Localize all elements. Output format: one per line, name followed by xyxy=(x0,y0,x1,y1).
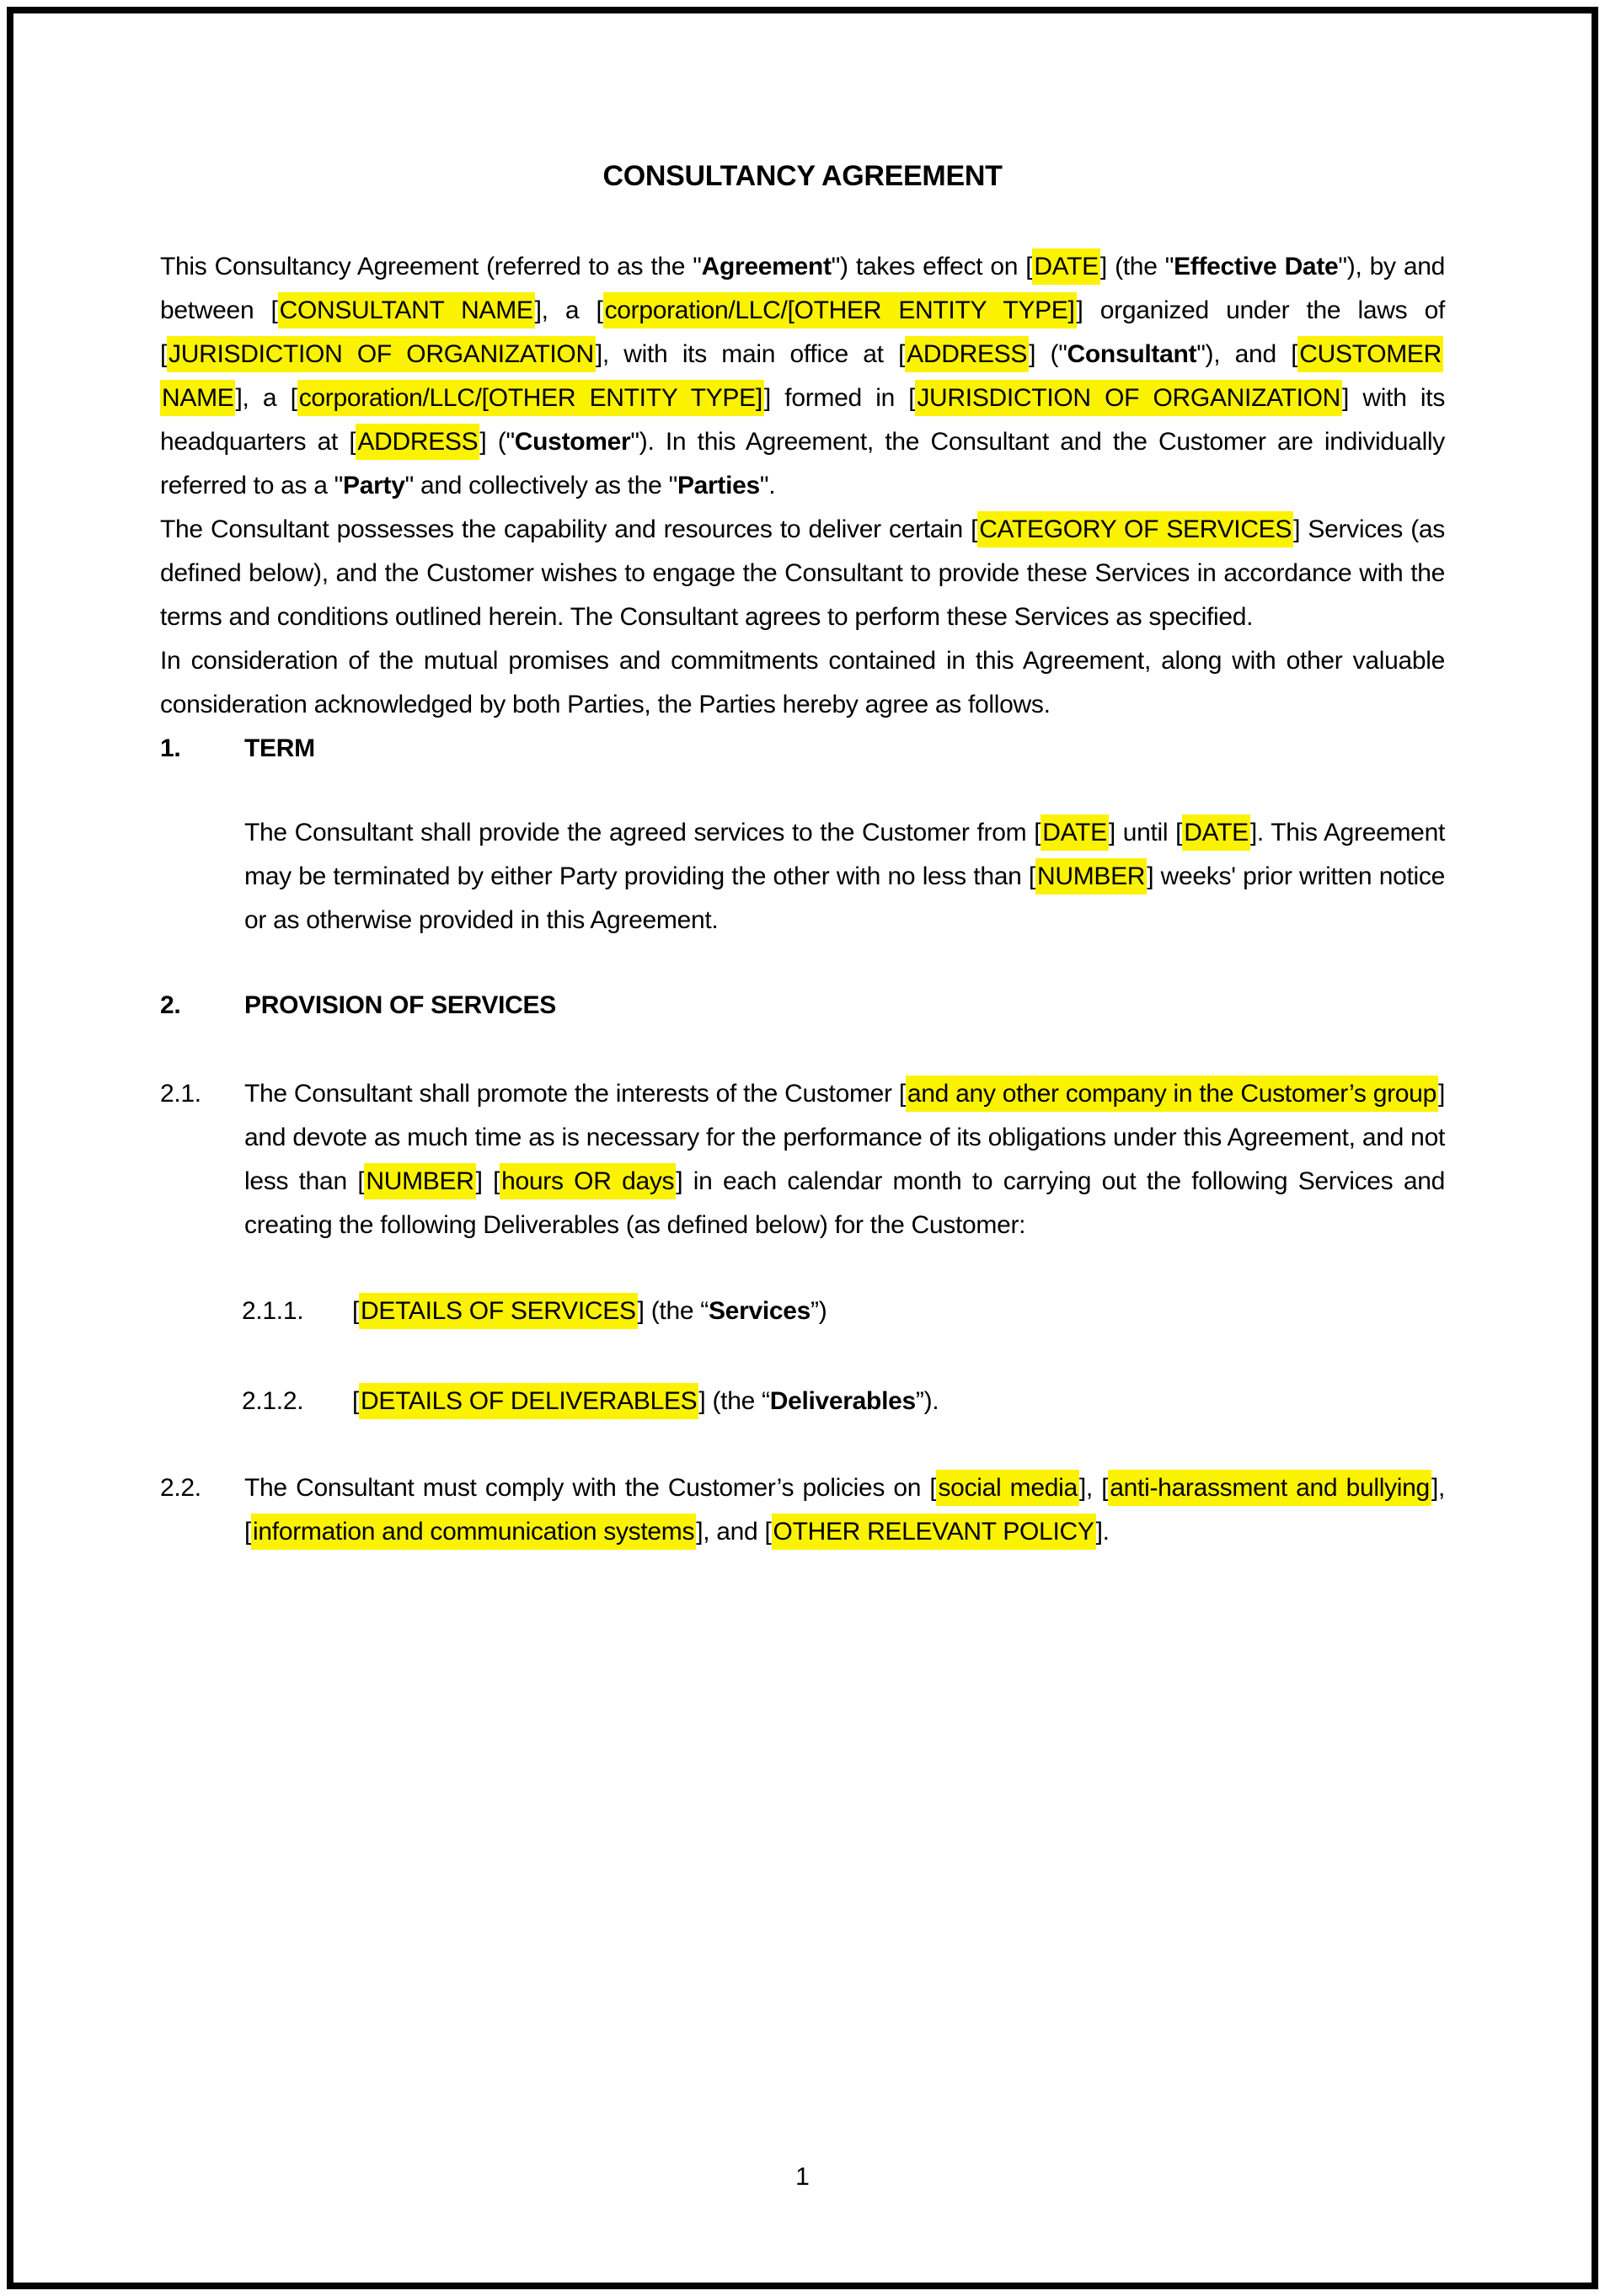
document-content xyxy=(13,13,1592,2283)
highlighted-placeholder: information and communication systems xyxy=(251,1514,696,1550)
text-run: Consultant xyxy=(1067,340,1197,368)
text-run: ] (the " xyxy=(1099,253,1174,280)
document-title: CONSULTANCY AGREEMENT xyxy=(602,160,1003,192)
text-run: ] (" xyxy=(1029,340,1067,368)
clause-2-1-2-text xyxy=(352,1380,1445,1423)
text-run: ], with its main office at [ xyxy=(595,340,906,368)
text-run: Party xyxy=(343,472,405,499)
text-run: " and collectively as the " xyxy=(404,472,677,499)
text-run: Parties xyxy=(677,472,760,499)
text-run: The Consultant shall promote the interests of the Customer [ xyxy=(244,1080,906,1108)
text-run: Agreement xyxy=(701,253,832,280)
clause-2-1-2-number: 2.1.2. xyxy=(242,1387,304,1415)
clause-2-1-1-text xyxy=(352,1289,1445,1333)
text-run: ], [ xyxy=(1078,1474,1109,1502)
text-run: "). In this Agreement, the Consultant and the Customer are individually referred to as a " xyxy=(160,428,1445,499)
text-run: ”) xyxy=(811,1297,827,1325)
section-services-title: PROVISION OF SERVICES xyxy=(244,991,556,1019)
highlighted-placeholder: corporation/LLC/[OTHER ENTITY TYPE] xyxy=(603,292,1077,328)
text-run: ], [ xyxy=(244,1474,1446,1546)
paragraph-background xyxy=(160,508,1445,639)
text-run: The Consultant possesses the capability and resources to deliver certain [ xyxy=(160,515,978,543)
highlighted-placeholder: DETAILS OF DELIVERABLES xyxy=(359,1383,698,1419)
section-term-paragraph xyxy=(244,811,1445,942)
text-run: ] (the “ xyxy=(698,1387,770,1415)
text-run: ] Services (as defined below), and the Customer wishes to engage the Consultant to provide these Services in accordance with the terms and conditions outlined herein. The Consultant agrees to perform these Services as specified. xyxy=(160,515,1445,631)
text-run: Services xyxy=(708,1297,811,1325)
text-run: ]. This Agreement may be terminated by either Party providing the other with no less than [ xyxy=(244,819,1445,890)
page-number: 1 xyxy=(795,2163,810,2191)
paragraph-consideration xyxy=(160,639,1445,727)
text-run: ], a [ xyxy=(534,296,603,324)
text-run: ”). xyxy=(915,1387,939,1415)
clause-2-2-number: 2.2. xyxy=(160,1474,201,1502)
section-services-number: 2. xyxy=(160,991,181,1019)
highlighted-placeholder: DATE xyxy=(1032,248,1100,285)
text-run: Effective Date xyxy=(1174,253,1339,280)
paragraph-parties xyxy=(160,245,1445,508)
highlighted-placeholder: CUSTOMER NAME xyxy=(160,336,1443,416)
text-run: [ xyxy=(352,1387,360,1415)
text-run: ] weeks' prior written notice or as otherwise provided in this Agreement. xyxy=(244,862,1445,934)
text-run: ] until [ xyxy=(1108,819,1183,846)
clause-2-1-1-number: 2.1.1. xyxy=(242,1297,304,1325)
section-services-heading xyxy=(160,984,1445,1028)
text-run: ], a [ xyxy=(235,384,297,412)
highlighted-placeholder: hours OR days xyxy=(500,1163,676,1199)
clause-2-1 xyxy=(160,1072,1445,1247)
text-run: This Consultancy Agreement (referred to as the " xyxy=(160,253,702,280)
highlighted-placeholder: social media xyxy=(936,1470,1078,1506)
clause-2-2 xyxy=(160,1466,1445,1554)
highlighted-placeholder: ADDRESS xyxy=(356,424,479,460)
text-run: ] [ xyxy=(475,1167,500,1195)
clause-2-1-number: 2.1. xyxy=(160,1080,201,1108)
text-run: [ xyxy=(352,1297,360,1325)
text-run: ]. xyxy=(1095,1518,1110,1546)
clause-2-1-text xyxy=(244,1072,1445,1247)
highlighted-placeholder: NUMBER xyxy=(364,1163,475,1199)
clause-2-1-1 xyxy=(242,1289,1445,1333)
text-run: "), and [ xyxy=(1196,340,1298,368)
text-run: The Consultant shall provide the agreed services to the Customer from [ xyxy=(244,819,1041,846)
clause-2-1-2 xyxy=(242,1380,1445,1423)
text-run: Customer xyxy=(514,428,631,456)
highlighted-placeholder: ADDRESS xyxy=(905,336,1029,372)
clause-2-2-text xyxy=(244,1466,1445,1554)
text-run: ] (the “ xyxy=(637,1297,709,1325)
text-run: ] (" xyxy=(479,428,515,456)
text-run: ] and devote as much time as is necessary for the performance of its obligations under this Agreement, and not less than [ xyxy=(244,1080,1446,1195)
text-run: ] in each calendar month to carrying out the following Services and creating the following Deliverables (as defined below) for the Customer: xyxy=(244,1167,1445,1239)
highlighted-placeholder: and any other company in the Customer’s group xyxy=(906,1076,1438,1112)
highlighted-placeholder: corporation/LLC/[OTHER ENTITY TYPE] xyxy=(297,380,764,416)
highlighted-placeholder: OTHER RELEVANT POLICY xyxy=(772,1514,1096,1550)
text-run: ] formed in [ xyxy=(763,384,916,412)
highlighted-placeholder: CONSULTANT NAME xyxy=(278,292,535,328)
text-run: In consideration of the mutual promises and commitments contained in this Agreement, along with other valuable consideration acknowledged by both Parties, the Parties hereby agree as follows. xyxy=(160,647,1445,718)
text-run: "), by and between [ xyxy=(160,253,1446,324)
highlighted-placeholder: NUMBER xyxy=(1035,858,1147,894)
section-term-heading xyxy=(160,727,1445,771)
text-run: ") takes effect on [ xyxy=(831,253,1033,280)
text-run: ". xyxy=(759,472,776,499)
highlighted-placeholder: DATE xyxy=(1041,814,1109,851)
section-term-number: 1. xyxy=(160,734,181,762)
text-run: The Consultant must comply with the Customer’s policies on [ xyxy=(244,1474,937,1502)
text-run: ], and [ xyxy=(696,1518,772,1546)
highlighted-placeholder: DETAILS OF SERVICES xyxy=(359,1293,638,1329)
highlighted-placeholder: JURISDICTION OF ORGANIZATION xyxy=(915,380,1342,416)
highlighted-placeholder: CATEGORY OF SERVICES xyxy=(977,511,1293,547)
highlighted-placeholder: anti-harassment and bullying xyxy=(1108,1470,1431,1506)
section-term-title: TERM xyxy=(244,734,315,762)
text-run: Deliverables xyxy=(769,1387,916,1415)
text-run: ] with its headquarters at [ xyxy=(160,384,1446,456)
highlighted-placeholder: JURISDICTION OF ORGANIZATION xyxy=(167,336,596,372)
highlighted-placeholder: DATE xyxy=(1182,814,1250,851)
text-run: ] organized under the laws of [ xyxy=(160,296,1445,368)
